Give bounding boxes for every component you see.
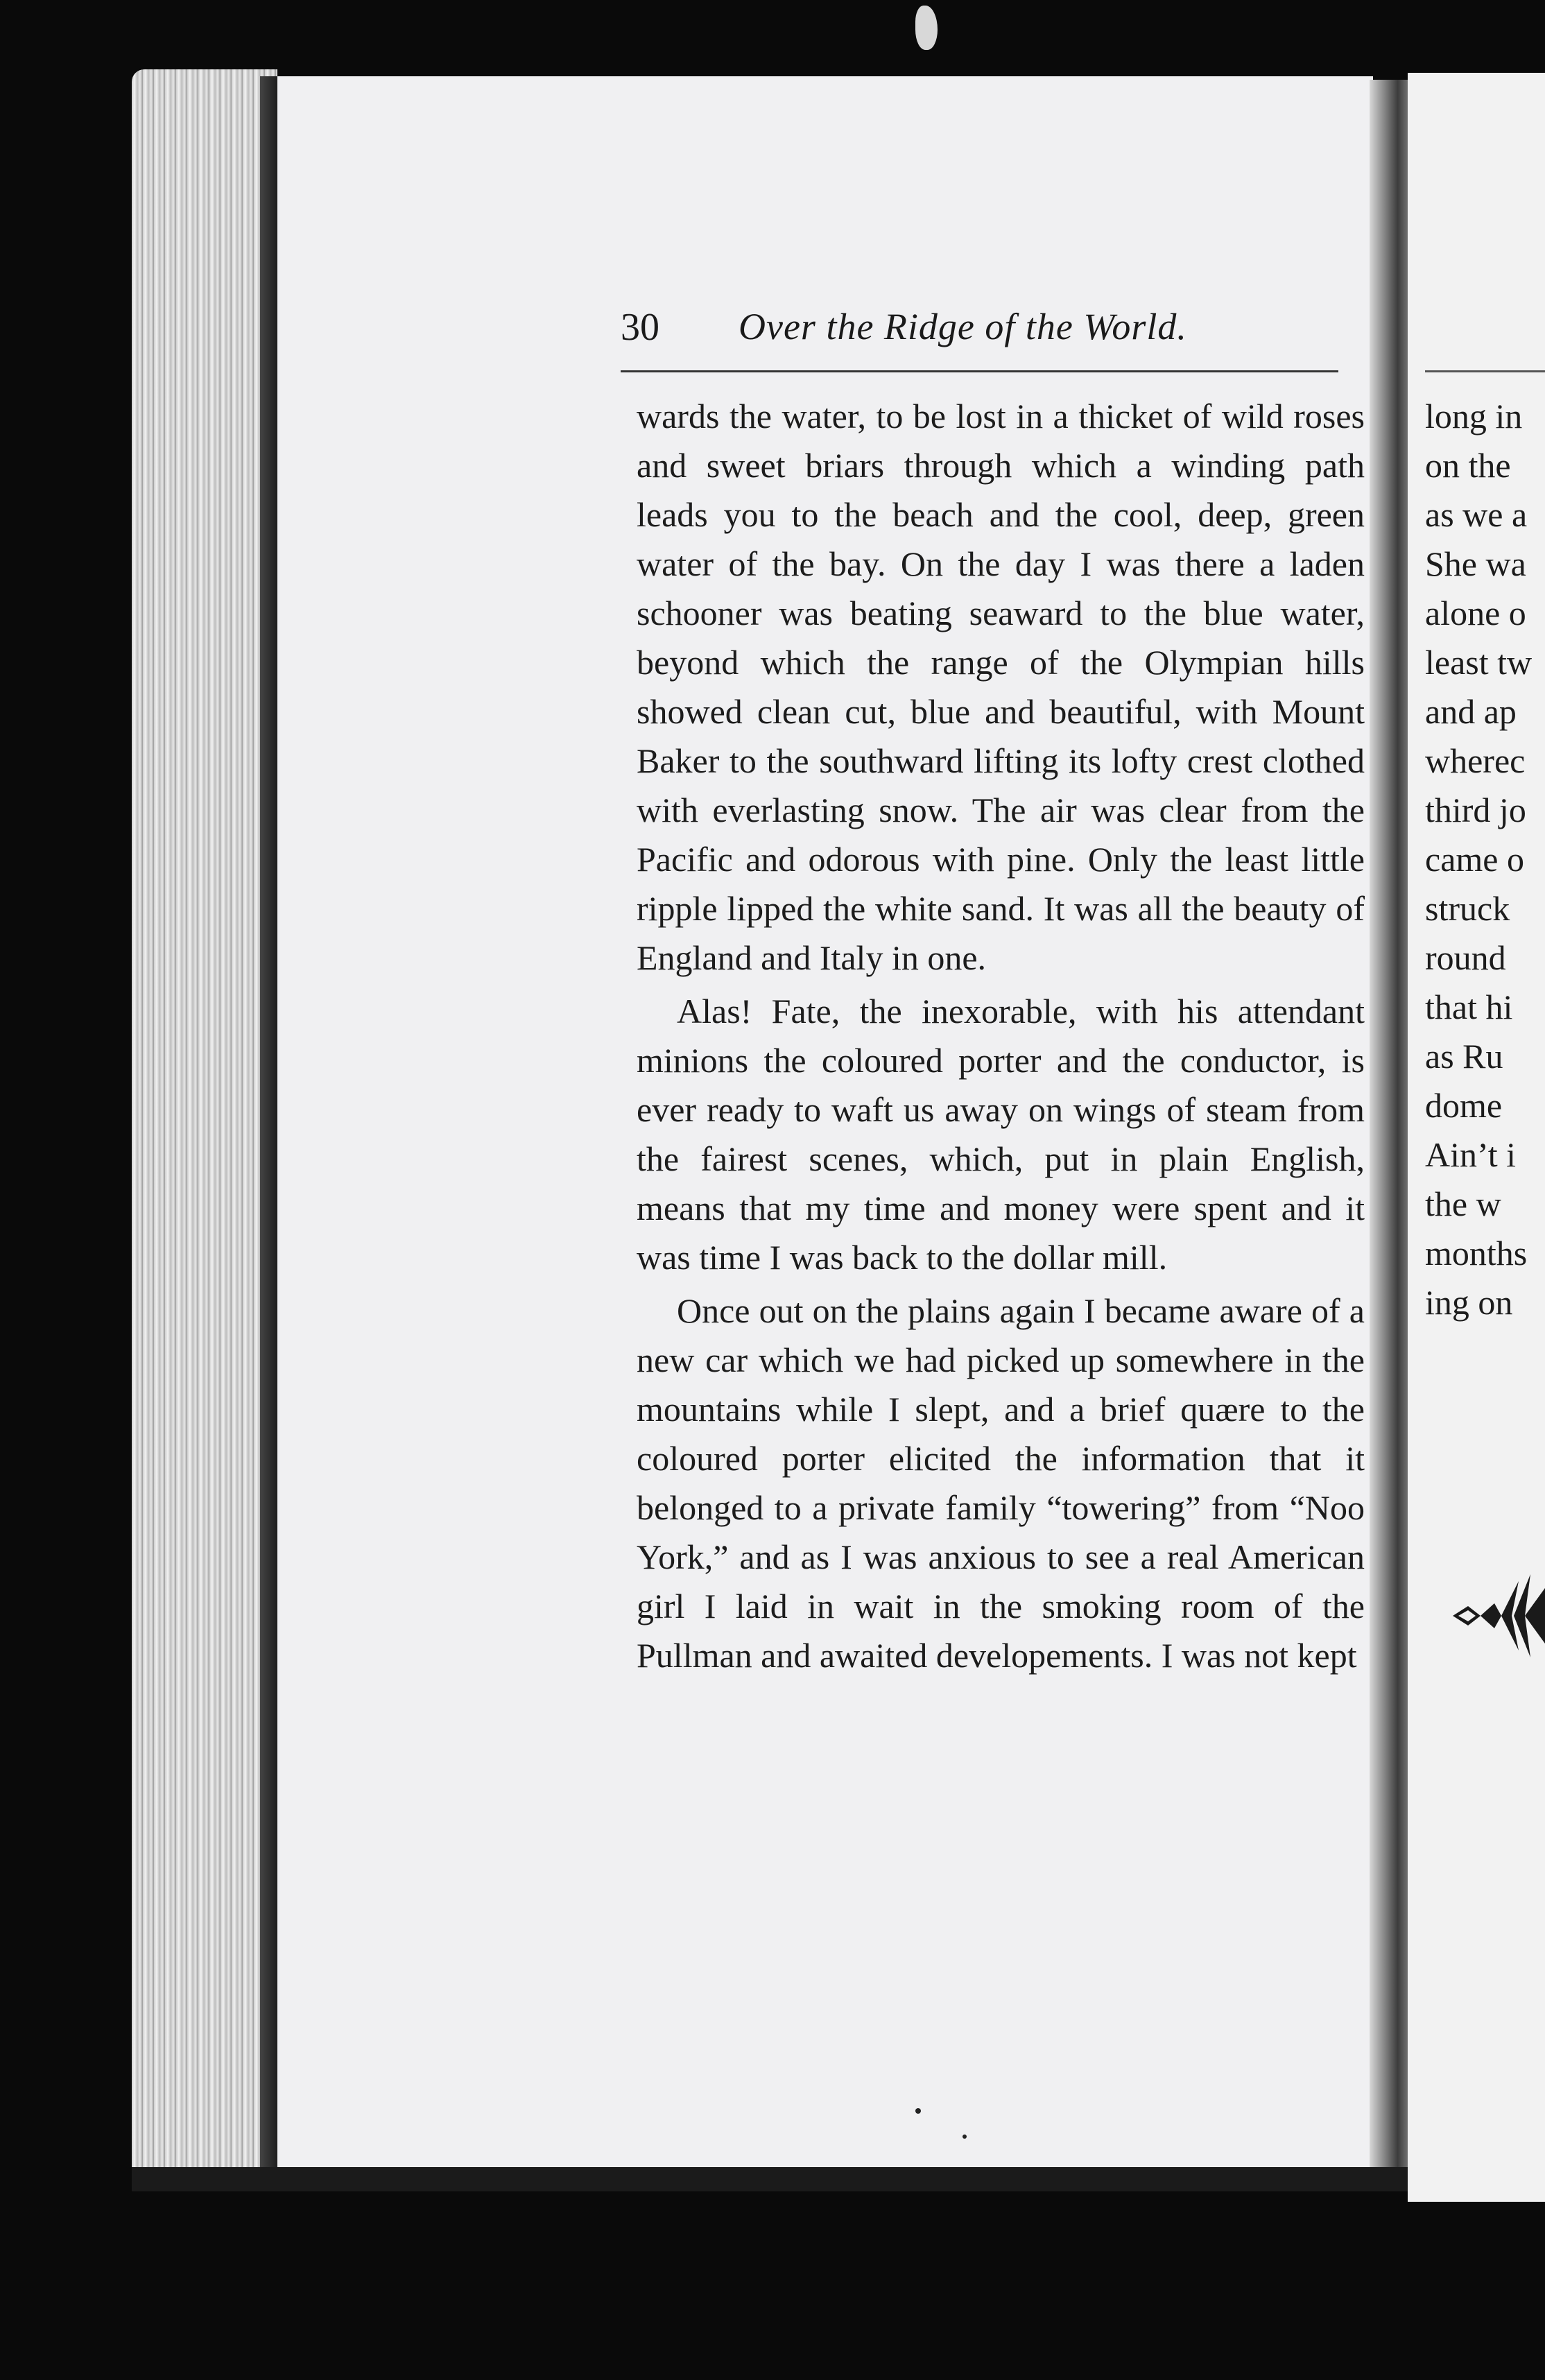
facing-line: on the [1425, 446, 1511, 485]
running-header [621, 305, 1356, 361]
body-text [637, 392, 1365, 1680]
facing-line: Ain’t i [1425, 1135, 1517, 1174]
page-edges [132, 69, 277, 2191]
facing-line: ing on [1425, 1283, 1513, 1322]
facing-page-rule [1425, 370, 1545, 372]
facing-line: She wa [1425, 544, 1526, 583]
facing-line: months [1425, 1234, 1528, 1273]
facing-line: as we a [1425, 495, 1528, 534]
page-number: 30 [621, 306, 659, 349]
facing-line: round [1425, 938, 1506, 977]
facing-line: dome [1425, 1086, 1503, 1125]
facing-line: and ap [1425, 692, 1517, 731]
ornament-icon [1453, 1560, 1545, 1671]
page-edge-shadow [260, 76, 279, 2191]
facing-line: as Ru [1425, 1037, 1503, 1076]
facing-line: least tw [1425, 643, 1533, 682]
scan-speck [915, 6, 938, 50]
facing-line: struck [1425, 889, 1510, 928]
facing-line: that hi [1425, 988, 1513, 1026]
header-rule [621, 370, 1338, 372]
paragraph: Once out on the plains again I became aware of a new car which we had picked up somewhere in the mountains while I slept, and a brief quære to the coloured porter elicited the information that it belonged to a private family “towering” from “Noo York,” and as I was anxious to see a real American girl I laid in wait in the smoking room of the Pullman and awaited developements. I was not kept [637, 1291, 1365, 1675]
facing-line: came o [1425, 840, 1524, 879]
book-gutter [1370, 80, 1410, 2184]
ink-dot [915, 2108, 921, 2114]
bottom-shadow [132, 2167, 1408, 2191]
facing-line: third jo [1425, 791, 1526, 829]
paragraph: Alas! Fate, the inexorable, with his attendant minions the coloured porter and the conductor, is ever ready to waft us away on wings of steam from the fairest scenes, which, put in plain English, means that my time and money were spent and it was time I was back to the dollar mill. [637, 992, 1365, 1277]
facing-page-text [1425, 392, 1545, 1327]
facing-line: long in [1425, 397, 1523, 436]
facing-line: the w [1425, 1184, 1501, 1223]
paragraph: wards the water, to be lost in a thicket of wild roses and sweet briars through which a winding path leads you to the beach and the cool, deep, green water of the bay. On the day I was there a laden schooner was beating seaward to the blue water, beyond which the range of the Olympian hills showed clean cut, blue and beautiful, with Mount Baker to the southward lifting its lofty crest clothed with everlasting snow. The air was clear from the Pacific and odorous with pine. Only the least little ripple lipped the white sand. It was all the beauty of England and Italy in one. [637, 397, 1365, 977]
running-title: Over the Ridge of the World. [739, 306, 1187, 347]
ink-dot [963, 2135, 967, 2139]
facing-line: alone o [1425, 594, 1526, 632]
facing-line: wherec [1425, 741, 1526, 780]
